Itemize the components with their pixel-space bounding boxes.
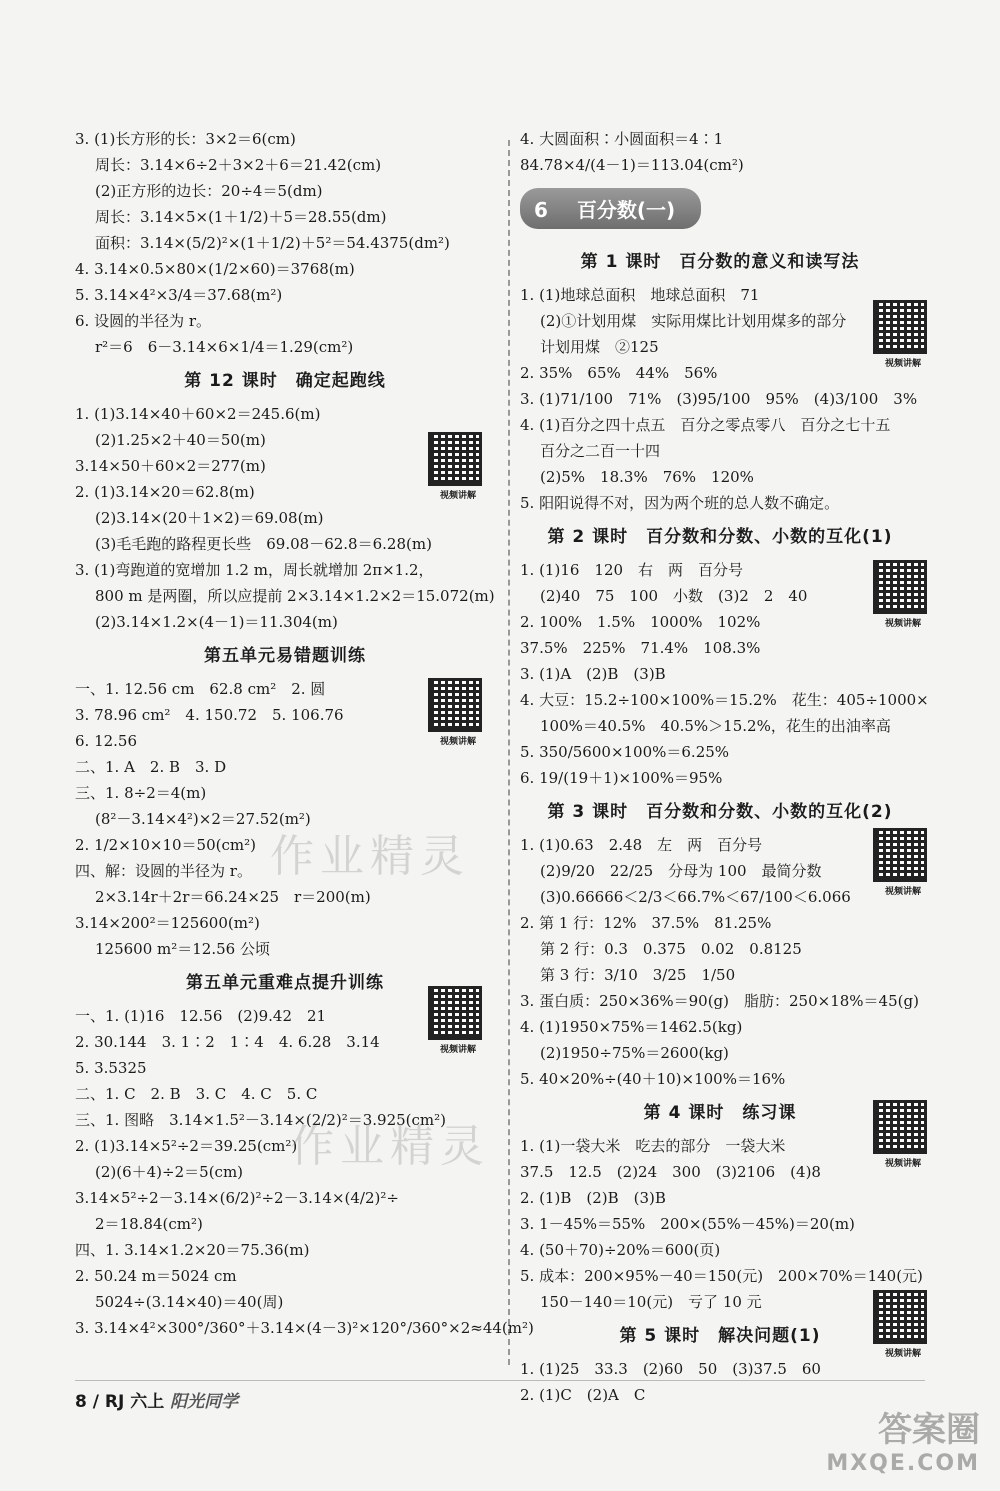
answer-line: 4. (1)1950×75%＝1462.5(kg)	[520, 1018, 743, 1036]
answer-line: 3. 1－45%＝55% 200×(55%－45%)＝20(m)	[520, 1215, 855, 1233]
answer-line: r²＝6 6－3.14×6×1/4＝1.29(cm²)	[95, 338, 354, 356]
answer-block-top	[520, 130, 920, 174]
answer-line: 三、1. 图略 3.14×1.5²－3.14×(2/2)²＝3.925(cm²)	[75, 1111, 447, 1129]
answer-line: 6. 12.56	[75, 732, 138, 750]
answer-line: (2)3.14×(20＋1×2)＝69.08(m)	[95, 509, 324, 527]
qr-code-lesson5[interactable]	[873, 1290, 933, 1359]
answer-line: 一、1. (1)16 12.56 (2)9.42 21	[75, 1007, 327, 1025]
answer-line: 1. (1)25 33.3 (2)60 50 (3)37.5 60	[520, 1360, 821, 1378]
answer-line: 3. (1)71/100 71% (3)95/100 95% (4)3/100 3%	[520, 390, 918, 408]
answer-line: 100%＝40.5% 40.5%＞15.2%，花生的出油率高	[540, 717, 891, 735]
qr-code-lesson4[interactable]	[873, 1100, 933, 1169]
answer-line: 2. (1)C (2)A C	[520, 1386, 646, 1404]
answer-line: (2)1950÷75%＝2600(kg)	[540, 1044, 729, 1062]
answer-line: 2. 100% 1.5% 1000% 102%	[520, 613, 761, 631]
answer-line: (3)0.66666＜2/3＜66.7%＜67/100＜6.066	[540, 888, 851, 906]
answer-line: 3. (1)长方形的长：3×2＝6(cm)	[75, 130, 296, 148]
qr-code-icon	[428, 432, 482, 486]
answer-line: (2)正方形的边长：20÷4＝5(dm)	[95, 182, 323, 200]
answer-line: (2)①计划用煤 实际用煤比计划用煤多的部分	[540, 312, 847, 330]
answer-line: 1. (1)3.14×40＋60×2＝245.6(m)	[75, 405, 321, 423]
answer-line: 37.5% 225% 71.4% 108.3%	[520, 639, 761, 657]
qr-label: 视频讲解	[884, 619, 921, 629]
answer-line: 2. (1)B (2)B (3)B	[520, 1189, 666, 1207]
answer-line: 3. 78.96 cm² 4. 150.72 5. 106.76	[75, 706, 344, 724]
answer-block-lesson1	[520, 286, 920, 512]
answer-line: 二、1. A 2. B 3. D	[75, 758, 227, 776]
qr-label: 视频讲解	[439, 1045, 476, 1055]
error-training-title: 第五单元易错题训练	[204, 646, 366, 666]
answer-line: 5. 3.14×4²×3/4＝37.68(m²)	[75, 286, 283, 304]
answer-line: 2. 50.24 m＝5024 cm	[75, 1267, 237, 1285]
page-footer	[75, 1380, 925, 1412]
corner-watermark	[826, 1402, 980, 1476]
corner-watermark-url: MXQE.COM	[826, 1451, 980, 1476]
qr-code-icon	[873, 828, 927, 882]
answer-line: 1. (1)一袋大米 吃去的部分 一袋大米	[520, 1137, 786, 1155]
answer-line: 第 3 行：3/10 3/25 1/50	[540, 966, 736, 984]
qr-label: 视频讲解	[884, 1349, 921, 1359]
answer-line: 4. 大圆面积∶小圆面积＝4∶1	[520, 130, 724, 148]
qr-label: 视频讲解	[439, 491, 476, 501]
answer-block-lesson3	[520, 836, 920, 1088]
qr-code-error-training[interactable]	[428, 678, 488, 747]
lesson-4-title: 第 4 课时 练习课	[643, 1103, 797, 1123]
answer-line: (8²－3.14×4²)×2＝27.52(m²)	[95, 810, 311, 828]
hard-training-title: 第五单元重难点提升训练	[186, 973, 384, 993]
watermark-center: 作业精灵	[270, 831, 470, 882]
answer-line: 周长：3.14×5×(1＋1/2)＋5＝28.55(dm)	[95, 208, 387, 226]
qr-code-icon	[873, 300, 927, 354]
answer-line: 四、解：设圆的半径为 r。	[75, 862, 252, 880]
answer-line: 5024÷(3.14×40)＝40(周)	[95, 1293, 284, 1311]
watermark-center-2: 作业精灵	[290, 1121, 490, 1172]
answer-block-unit5-lesson11	[75, 130, 495, 356]
answer-line: 2. (1)3.14×5²÷2＝39.25(cm²)	[75, 1137, 298, 1155]
qr-label: 视频讲解	[884, 1159, 921, 1169]
answer-line: 4. 大豆：15.2÷100×100%＝15.2% 花生：405÷1000×	[520, 691, 929, 709]
answer-line: 2. 1/2×10×10＝50(cm²)	[75, 836, 256, 854]
answer-line: 2. 35% 65% 44% 56%	[520, 364, 718, 382]
brand-logo: 阳光同学	[170, 1392, 239, 1412]
answer-line: 一、1. 12.56 cm 62.8 cm² 2. 圆	[75, 680, 326, 698]
answer-line: 3. 3.14×4²×300°/360°＋3.14×(4－3)²×120°/360°×2≈44(m²)	[75, 1319, 534, 1337]
unit-6-banner	[520, 188, 701, 229]
answer-line: 6. 设圆的半径为 r。	[75, 312, 212, 330]
answer-line: 第 2 行：0.3 0.375 0.02 0.8125	[540, 940, 802, 958]
corner-watermark-title: 答案圈	[878, 1410, 980, 1450]
answer-line: 1. (1)16 120 右 两 百分号	[520, 561, 744, 579]
qr-code-lesson1[interactable]	[873, 300, 933, 369]
answer-line: 3.14×200²＝125600(m²)	[75, 914, 260, 932]
answer-line: 2＝18.84(cm²)	[95, 1215, 203, 1233]
answer-line: (2)9/20 22/25 分母为 100 最简分数	[540, 862, 822, 880]
qr-label: 视频讲解	[884, 359, 921, 369]
answer-line: 125600 m²＝12.56 公顷	[95, 940, 270, 958]
answer-line: 二、1. C 2. B 3. C 4. C 5. C	[75, 1085, 318, 1103]
lesson-1-title: 第 1 课时 百分数的意义和读写法	[580, 252, 860, 272]
answer-line: 3.14×50＋60×2＝277(m)	[75, 457, 266, 475]
qr-code-icon	[873, 1100, 927, 1154]
answer-line: 面积：3.14×(5/2)²×(1＋1/2)＋5²＝54.4375(dm²)	[95, 234, 450, 252]
answer-line: 4. (1)百分之四十点五 百分之零点零八 百分之七十五	[520, 416, 891, 434]
answer-line: (2)(6＋4)÷2＝5(cm)	[95, 1163, 244, 1181]
answer-line: 4. 3.14×0.5×80×(1/2×60)＝3768(m)	[75, 260, 355, 278]
answer-line: 3. (1)弯跑道的宽增加 1.2 m，周长就增加 2π×1.2，	[75, 561, 434, 579]
answer-line: 37.5 12.5 (2)24 300 (3)2106 (4)8	[520, 1163, 821, 1181]
answer-line: (3)毛毛跑的路程更长些 69.08－62.8＝6.28(m)	[95, 535, 432, 553]
answer-line: 2×3.14r＋2r＝66.24×25 r＝200(m)	[95, 888, 371, 906]
column-divider	[508, 140, 510, 1365]
qr-code-icon	[873, 560, 927, 614]
lesson-12-title: 第 12 课时 确定起跑线	[184, 371, 386, 391]
footer-separator: /	[92, 1392, 99, 1412]
answer-line: 周长：3.14×6÷2＋3×2＋6＝21.42(cm)	[95, 156, 382, 174]
lesson-5-title: 第 5 课时 解决问题(1)	[619, 1326, 821, 1346]
answer-line: 5. 成本：200×95%－40＝150(元) 200×70%＝140(元)	[520, 1267, 923, 1285]
answer-line: (2)1.25×2＋40＝50(m)	[95, 431, 266, 449]
answer-line: 5. 阳阳说得不对，因为两个班的总人数不确定。	[520, 494, 840, 512]
answer-line: 计划用煤 ②125	[540, 338, 659, 356]
answer-line: 800 m 是两圈，所以应提前 2×3.14×1.2×2＝15.072(m)	[95, 587, 495, 605]
answer-line: 2. 第 1 行：12% 37.5% 81.25%	[520, 914, 772, 932]
grade-label: RJ 六上	[104, 1392, 165, 1412]
qr-code-lesson3[interactable]	[873, 828, 933, 897]
answer-block-lesson2	[520, 561, 929, 787]
lesson-2-title: 第 2 课时 百分数和分数、小数的互化(1)	[547, 527, 893, 547]
qr-label: 视频讲解	[439, 737, 476, 747]
lesson-3-title: 第 3 课时 百分数和分数、小数的互化(2)	[547, 802, 893, 822]
answer-line: (2)40 75 100 小数 (3)2 2 40	[540, 587, 808, 605]
qr-code-icon	[428, 678, 482, 732]
answer-line: 百分之二百一十四	[540, 442, 661, 460]
answer-line: 1. (1)0.63 2.48 左 两 百分号	[520, 836, 763, 854]
answer-block-lesson4	[520, 1137, 923, 1311]
page-number: 8	[75, 1392, 87, 1412]
qr-code-hard-training[interactable]	[428, 986, 488, 1055]
answer-line: 3. (1)A (2)B (3)B	[520, 665, 666, 683]
answer-line: 5. 40×20%÷(40＋10)×100%＝16%	[520, 1070, 786, 1088]
answer-line: 84.78×4/(4－1)＝113.04(cm²)	[520, 156, 744, 174]
answer-line: 2. 30.144 3. 1∶2 1∶4 4. 6.28 3.14	[75, 1033, 380, 1051]
answer-line: 四、1. 3.14×1.2×20＝75.36(m)	[75, 1241, 310, 1259]
qr-code-lesson12[interactable]	[428, 432, 488, 501]
right-column	[520, 130, 929, 1412]
answer-line: 三、1. 8÷2＝4(m)	[75, 784, 207, 802]
answer-line: 5. 350/5600×100%＝6.25%	[520, 743, 730, 761]
qr-code-icon	[873, 1290, 927, 1344]
unit-number: 6	[534, 198, 548, 222]
answer-line: (2)3.14×1.2×(4－1)＝11.304(m)	[95, 613, 338, 631]
answer-line: 1. (1)地球总面积 地球总面积 71	[520, 286, 760, 304]
answer-line: (2)5% 18.3% 76% 120%	[540, 468, 754, 486]
qr-label: 视频讲解	[884, 887, 921, 897]
answer-line: 3. 蛋白质：250×36%＝90(g) 脂肪：250×18%＝45(g)	[520, 992, 919, 1010]
answer-line: 150－140＝10(元) 亏了 10 元	[540, 1293, 762, 1311]
answer-line: 6. 19/(19＋1)×100%＝95%	[520, 769, 723, 787]
answer-line: 5. 3.5325	[75, 1059, 147, 1077]
answer-line: 4. (50＋70)÷20%＝600(页)	[520, 1241, 721, 1259]
answer-line: 2. (1)3.14×20＝62.8(m)	[75, 483, 255, 501]
answer-line: 3.14×5²÷2－3.14×(6/2)²÷2－3.14×(4/2)²÷	[75, 1189, 399, 1207]
qr-code-lesson2[interactable]	[873, 560, 933, 629]
qr-code-icon	[428, 986, 482, 1040]
unit-title: 百分数(一)	[576, 198, 676, 222]
